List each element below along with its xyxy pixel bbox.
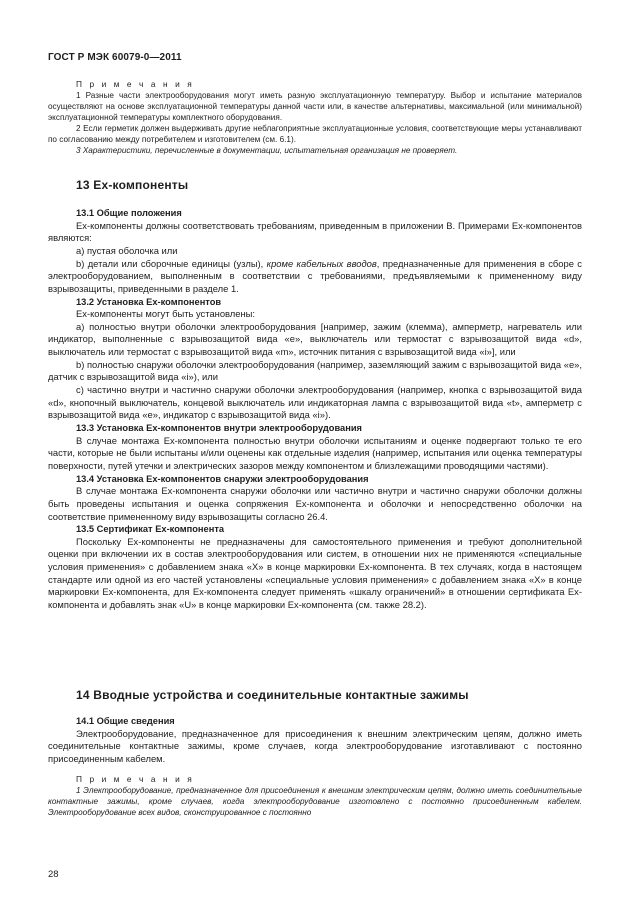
- clause-13-3-text: В случае монтажа Ex-компонента полностью внутри оболочки испытаниям и оценке подвергают только те его части, которые не были испытаны и/или оценены как отдельные изделия (например, испытания или оценка температуры поверхности, путей утечки и электрических зазоров между компонентом и близлежащими проводящими частями).: [48, 434, 582, 471]
- clause-13-5-text: Поскольку Ex-компоненты не предназначены для самостоятельного применения и требуют дополнительной оценки при включении их в состав электрооборудования или систем, в отношении них не применяются «специальные условия применения» с добавлением знака «X» в конце маркировки Ex-компонента. В тех случаях, когда в настоящем стандарте или одной из его частей установлены «специальные условия применения» с добавлением знака «X» в конце маркировки Ex-компонента, для Ex-компонента следует применять «шкалу ограничений» в отношении сертификата Ex-компонента и добавлять знак «U» в конце маркировки Ex-компонента (см. также 28.2).: [48, 535, 582, 611]
- section-13: [48, 178, 582, 192]
- section-14: [48, 688, 582, 702]
- page-number: 28: [48, 869, 59, 880]
- section-14-body: [48, 715, 582, 818]
- clause-13-2-item-a: а) полностью внутри оболочки электрооборудования [например, зажим (клемма), амперметр, нагреватель или индикатор, выполненные с взрывозащитой вида «е», выключатель или термостат с взрывозащитой вида «d», выключатель или термостат с взрывозащитой вида «m», источник питания с взрывозащитой вида «i»], или: [48, 320, 582, 358]
- running-header: ГОСТ Р МЭК 60079-0—2011: [48, 52, 182, 63]
- clause-14-1-title: 14.1 Общие сведения: [76, 716, 175, 726]
- note-14-1: 1 Электрооборудование, предназначенное для присоединения к внешним электрическим цепям, должно иметь соединительные контактные зажимы, кроме случаев, когда электрооборудование изготовлено с постоянно присоединенным кабелем. Электрооборудование всех видов, сконструированное с постоянно: [48, 785, 582, 817]
- list-item-b-italic: кроме кабельных вводов: [266, 257, 377, 269]
- notes-heading-2: П р и м е ч а н и я: [76, 773, 195, 784]
- list-item-b: [48, 258, 582, 296]
- clause-13-3-title: 13.3 Установка Ex-компонентов внутри электрооборудования: [76, 423, 362, 434]
- note-1: 1 Разные части электрооборудования могут иметь разную эксплуатационную температуру. Выбор и испытание материалов осуществляют на основе эксплуатационной температуры данной части или, в качестве альтернативы, максимальной (или минимальной) эксплуатационной температуры комплектного оборудования.: [48, 91, 582, 123]
- list-item-b-text-2: , предназначенные для применения в сборе с электрооборудованием, выполненным в соответствии с требованиями, предъявляемыми к примененному виду взрывозащиты, приведенными в разделе 1.: [48, 257, 582, 294]
- section-13-title: 13 Ex-компоненты: [76, 178, 189, 192]
- clause-14-1-text: Электрооборудование, предназначенное для присоединения к внешним электрическим цепям, должно иметь соединительные контактные зажимы, кроме случаев, когда электрооборудование изготавливают с постоянно присоединенным кабелем.: [48, 727, 582, 764]
- list-item-b-text-1: b) детали или сборочные единицы (узлы),: [76, 257, 267, 269]
- notes-block-1: [48, 79, 582, 157]
- clause-13-2-title: 13.2 Установка Ex-компонентов: [76, 296, 222, 307]
- note-2: 2 Если герметик должен выдерживать другие неблагоприятные эксплуатационные условия, соответствующие меры устанавливают по согласованию между потребителем и изготовителем (см. 6.1).: [48, 124, 582, 145]
- clause-13-4-text: В случае монтажа Ex-компонента снаружи оболочки или частично внутри и частично снаружи оболочки должны быть проведены испытания и оценка сопряжения Ex-компонента и оболочки и непосредственно оболочки на соответствие примененному виду взрывозащиты согласно 26.4.: [48, 485, 582, 522]
- clause-13-1-intro: Ex-компоненты должны соответствовать требованиям, приведенным в приложении В. Примерами Ex-компонентов являются:: [48, 219, 582, 244]
- clause-13-2-item-c: с) частично внутри и частично снаружи оболочки электрооборудования (например, кнопка с взрывозащитой вида «d», кнопочный выключатель, концевой выключатель или индикаторная лампа с взрывозащитой вида «t», амперметр с взрывозащитой вида «е», индикатор с взрывозащитой вида «i»).: [48, 384, 582, 421]
- clause-13-5-title: 13.5 Сертификат Ex-компонента: [76, 524, 225, 535]
- section-14-title: 14 Вводные устройства и соединительные контактные зажимы: [76, 688, 469, 702]
- clause-13-2-intro: Ex-компоненты могут быть установлены:: [76, 308, 256, 320]
- clause-13-1-title: 13.1 Общие положения: [76, 208, 182, 218]
- notes-heading: П р и м е ч а н и я: [76, 79, 195, 89]
- clause-13-4-title: 13.4 Установка Ex-компонентов снаружи электрооборудования: [76, 473, 369, 484]
- note-3: 3 Характеристики, перечисленные в документации, испытательная организация не проверяет.: [76, 146, 458, 156]
- list-item-a: а) пустая оболочка или: [76, 244, 178, 256]
- section-13-body: [48, 207, 582, 612]
- clause-13-2-item-b: b) полностью снаружи оболочки электрооборудования (например, заземляющий зажим с взрывозащитой вида «е», датчик с взрывозащитой вида «i»), или: [48, 358, 582, 383]
